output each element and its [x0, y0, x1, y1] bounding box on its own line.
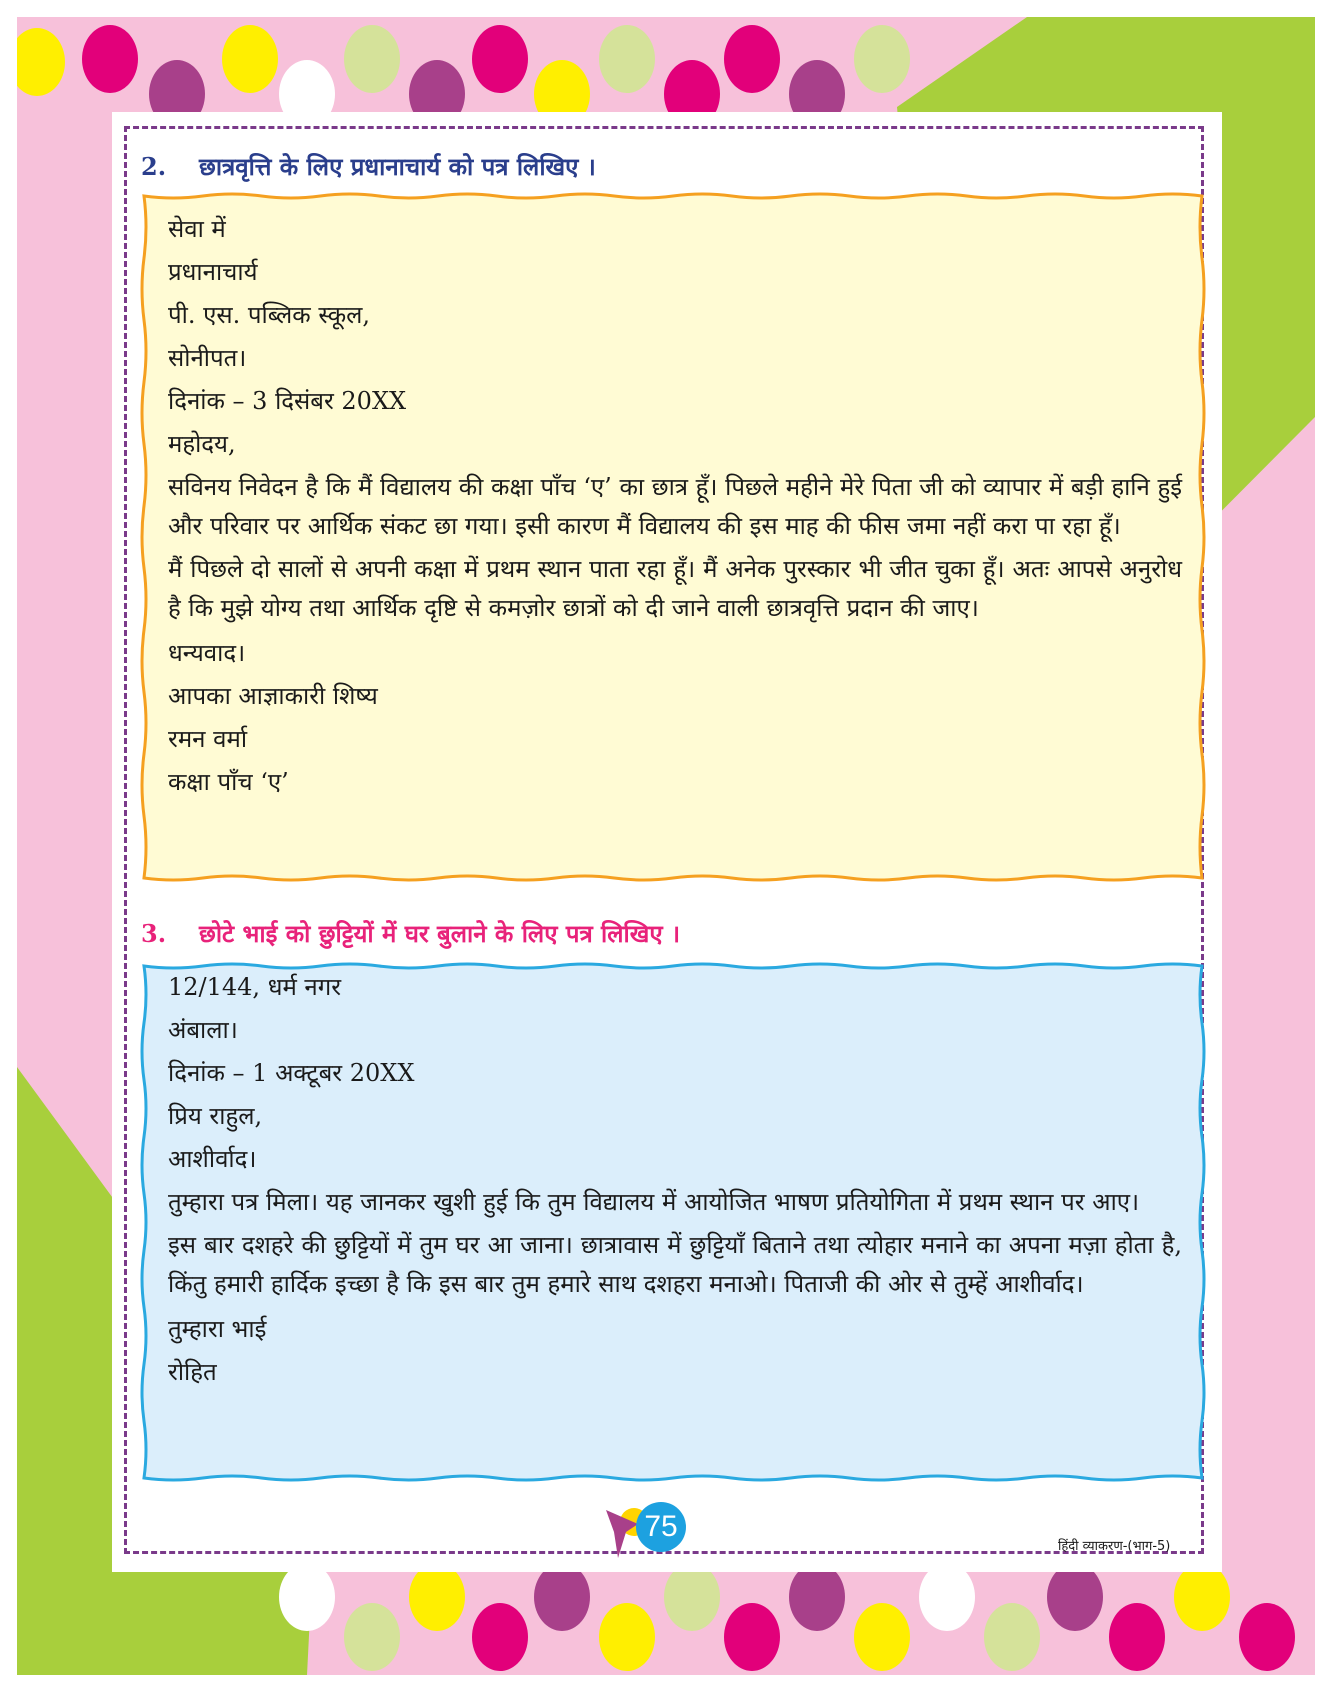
letter-box-brother [138, 960, 1208, 1484]
page-number-badge [598, 1502, 688, 1560]
letter-body [168, 966, 1182, 1394]
letter-line: सोनीपत। [168, 344, 247, 372]
question-title: छोटे भाई को छुट्टियों में घर बुलाने के लिए पत्र लिखिए । [199, 919, 681, 948]
letter-address: 12/144, धर्म नगर [168, 973, 342, 1001]
question-number: 3. [141, 919, 167, 948]
letter-closing: तुम्हारा भाई [168, 1315, 267, 1343]
book-title: हिंदी व्याकरण-(भाग-5) [1058, 1539, 1171, 1554]
page-number: 75 [636, 1502, 686, 1552]
letter-line: प्रधानाचार्य [168, 258, 258, 286]
letter-date: दिनांक – 1 अक्टूबर 20XX [168, 1059, 415, 1087]
letter-paragraph: इस बार दशहरे की छुट्टियों में तुम घर आ जाना। छात्रावास में छुट्टियाँ बिताने तथा त्योहार मनाने का अपना मज़ा होता है, किंतु हमारी हार्दिक इच्छा है कि इस बार तुम हमारे साथ दशहरा मनाओ। पिताजी की ओर से तुम्हें आशीर्वाद। [168, 1231, 1182, 1298]
letter-closing: कक्षा पाँच ‘ए’ [168, 768, 289, 796]
letter-closing: आपका आज्ञाकारी शिष्य [168, 682, 378, 710]
letter-date: दिनांक – 3 दिसंबर 20XX [168, 387, 407, 415]
question-title: छात्रवृत्ति के लिए प्रधानाचार्य को पत्र लिखिए । [199, 152, 596, 181]
letter-signature: रोहित [168, 1358, 217, 1386]
letter-paragraph: मैं पिछले दो सालों से अपनी कक्षा में प्रथम स्थान पाता रहा हूँ। मैं अनेक पुरस्कार भी जीत चुका हूँ। अतः आपसे अनुरोध है कि मुझे योग्य तथा आर्थिक दृष्टि से कमज़ोर छात्रों को दी जाने वाली छात्रवृत्ति प्रदान की जाए। [168, 555, 1182, 622]
letter-line: पी. एस. पब्लिक स्कूल, [168, 301, 371, 329]
letter-greeting: आशीर्वाद। [168, 1145, 257, 1173]
letter-line: सेवा में [168, 215, 226, 243]
question-number: 2. [141, 152, 167, 181]
question-2-heading [141, 150, 596, 183]
question-3-heading [141, 917, 680, 950]
letter-signature: रमन वर्मा [168, 725, 248, 753]
letter-salutation: महोदय, [168, 430, 236, 458]
letter-body [168, 208, 1182, 804]
letter-closing: धन्यवाद। [168, 639, 246, 667]
letter-address: अंबाला। [168, 1016, 238, 1044]
letter-paragraph: सविनय निवेदन है कि मैं विद्यालय की कक्षा पाँच ‘ए’ का छात्र हूँ। पिछले महीने मेरे पिता जी को व्यापार में बड़ी हानि हुई और परिवार पर आर्थिक संकट छा गया। इसी कारण मैं विद्यालय की इस माह की फीस जमा नहीं करा पा रहा हूँ। [168, 473, 1182, 540]
letter-salutation: प्रिय राहुल, [168, 1102, 263, 1130]
letter-box-principal [138, 190, 1208, 884]
letter-paragraph: तुम्हारा पत्र मिला। यह जानकर खुशी हुई कि तुम विद्यालय में आयोजित भाषण प्रतियोगिता में प्रथम स्थान पर आए। [168, 1188, 1140, 1216]
